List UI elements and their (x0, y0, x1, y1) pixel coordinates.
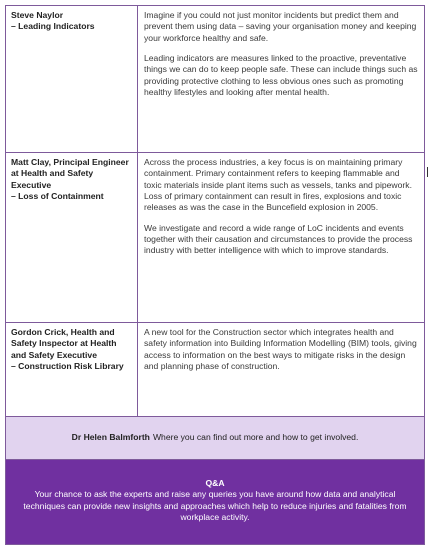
qa-text: Your chance to ask the experts and raise any queries you have around how data and analytical techniques can provide new insights and approaches which help to reduce injuries and fatalities from workplace activity. (23, 489, 407, 523)
session-topic: – Leading Indicators (11, 21, 95, 32)
agenda-row-loss-of-containment (6, 153, 424, 323)
qa-title: Q&A (205, 478, 225, 488)
closing-speaker-name: Dr Helen Balmforth (71, 432, 150, 443)
description-cell (138, 6, 424, 152)
speaker-name: Steve Naylor (11, 10, 64, 20)
qa-band (6, 460, 424, 544)
speaker-name: Gordon Crick, Health and Safety Inspector at Health and Safety Executive (11, 327, 117, 360)
speaker-cell (6, 6, 138, 152)
agenda-row-leading-indicators (6, 6, 424, 153)
closing-text: Where you can find out more and how to get involved. (152, 432, 359, 443)
description-paragraph: A new tool for the Construction sector which integrates health and safety information into Building Information Modelling (BIM) tools, giving access to information on the best ways to mitigate risks in the design and planning phase of construction. (144, 327, 417, 372)
session-topic: – Construction Risk Library (11, 361, 124, 372)
description-paragraph: Imagine if you could not just monitor incidents but predict them and prevent them using data – saving your organisation money and keeping your workforce healthy and safe. (144, 10, 417, 43)
closing-band (6, 417, 424, 460)
agenda-row-construction-risk-library (6, 323, 424, 417)
text-cursor (427, 167, 428, 177)
description-cell (138, 153, 424, 322)
speaker-cell (6, 323, 138, 416)
agenda-table (5, 5, 425, 545)
description-paragraph: We investigate and record a wide range of LoC incidents and events together with their causation and circumstances to provide the process industry with better intelligence with which to improve standards. (144, 222, 413, 256)
speaker-cell (6, 153, 138, 322)
description-cell (138, 323, 424, 416)
description-paragraph: Leading indicators are measures linked to the proactive, preventative things we can do to keep people safe. These can include things such as providing protective clothing to less obvious ones such as promoting healthy lifestyles and looking after mental health. (144, 53, 418, 98)
description-paragraph: Across the process industries, a key focus is on maintaining primary containment. Primary containment refers to keeping flammable and toxic materials inside plant items such as vessels, tanks and pipework. Loss of primary containment can result in fires, explosions and toxic releases as was the case in the Buncefield explosion in 2005. (144, 157, 412, 213)
session-topic: – Loss of Containment (11, 191, 104, 202)
speaker-name: Matt Clay, Principal Engineer at Health and Safety Executive (11, 157, 129, 190)
